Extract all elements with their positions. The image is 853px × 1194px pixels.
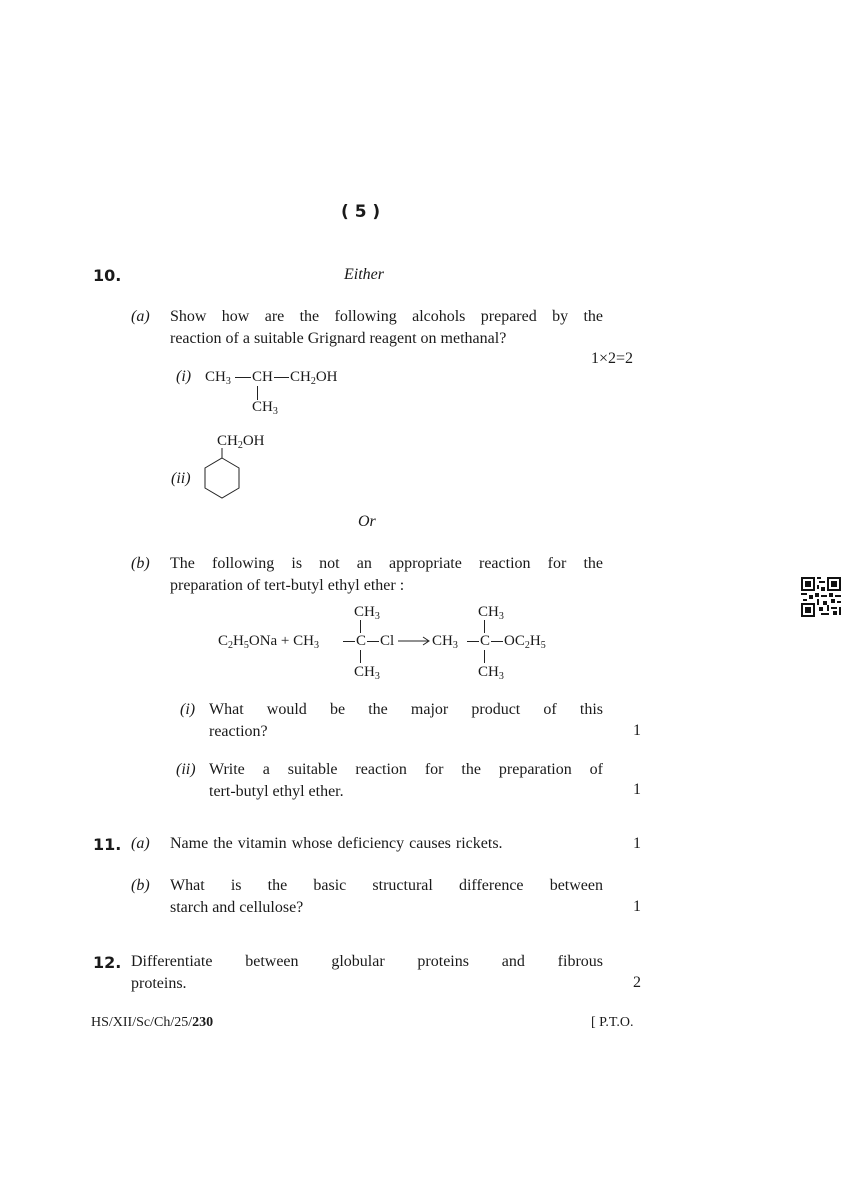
reaction-bottom-methyl-left: $CH_3$ [354,664,380,682]
reaction-bond-down-left [360,650,361,663]
q10a-text [170,306,603,350]
q10a-i-branch: $CH_3$ [252,399,278,417]
reaction-carbon-right: C [480,633,491,649]
reaction-halide: Cl [380,633,395,649]
reaction-top-methyl-left: $CH_3$ [354,604,380,622]
q10b-ii-text-line2: tert-butyl ethyl ether. [209,783,344,800]
q11a-text: Name the vitamin whose deficiency causes rickets. [170,835,503,852]
reaction-product-left: $CH_3$ [432,633,458,651]
q10a-ii-label: (ii) [171,470,191,487]
q10a-i-bond-vertical [257,386,258,400]
q10b-i-text-line2: reaction? [209,723,268,740]
reaction-arrow [398,636,432,646]
reaction-bond-2 [367,641,379,642]
q11b-marks: 1 [633,898,641,915]
q10a-text-line1: Show how are the following alcohols prepared by the [170,308,603,325]
page-number: ( 5 ) [341,202,381,222]
q11b-text [170,875,603,919]
q10a-i-main-left: $CH_3$ [205,369,231,387]
q10a-marks: 1×2=2 [591,350,634,367]
cyclohexane-ring [203,447,243,505]
reaction-carbon-left: C [356,633,367,649]
reaction-product-right: $OC_2H_5$ [504,633,546,651]
q11b-text-line2: starch and cellulose? [170,899,304,916]
reaction-reactant: $C_2H_5ONa + CH_3$ [218,633,319,651]
reaction-bond-3 [467,641,479,642]
q12-text-line1: Differentiate between globular proteins and fibrous [131,953,603,970]
reaction-bond-4 [491,641,503,642]
q10b-text-line2: preparation of tert-butyl ethyl ether : [170,577,405,594]
q10a-i-bond-1 [235,377,251,378]
q10-or: Or [358,513,376,530]
q10a-i-label: (i) [176,368,192,385]
q12-number: 12. [93,953,122,972]
q10a-i-bond-2 [274,377,289,378]
q10b-i-marks: 1 [633,722,641,739]
q10b-label: (b) [131,555,150,572]
q10a-text-line2: reaction of a suitable Grignard reagent on methanal? [170,330,507,347]
q10b-ii-text [209,759,603,803]
reaction-bond-down-right [484,650,485,663]
q11-number: 11. [93,835,122,854]
q10b-i-text-line1: What would be the major product of this [209,701,603,718]
reaction-top-methyl-right: $CH_3$ [478,604,504,622]
q12-text [131,951,603,995]
q10b-i-label: (i) [180,701,196,718]
paper-code: HS/XII/Sc/Ch/25/230 [91,1015,214,1030]
q10b-text-line1: The following is not an appropriate reaction for the [170,555,603,572]
pto-label: [ P.T.O. [591,1015,634,1030]
q11b-text-line1: What is the basic structural difference between [170,877,603,894]
q10b-ii-text-line1: Write a suitable reaction for the preparation of [209,761,603,778]
q10b-i-text [209,699,603,743]
q10a-i-main-right: $CH_2OH$ [290,369,338,387]
q10-number: 10. [93,266,122,285]
q10b-ii-marks: 1 [633,781,641,798]
q10a-ii-substituent: $CH_2OH$ [217,433,265,451]
q10a-i-main-mid: CH [252,369,273,385]
q11a-marks: 1 [633,835,641,852]
q12-marks: 2 [633,974,641,991]
reaction-bond-up-left [360,620,361,633]
q12-text-line2: proteins. [131,975,187,992]
q11b-label: (b) [131,877,150,894]
reaction-bond-up-right [484,620,485,633]
reaction-bond-1 [343,641,355,642]
q10-either: Either [344,266,384,283]
qr-code [801,577,841,617]
reaction-bottom-methyl-right: $CH_3$ [478,664,504,682]
q10b-ii-label: (ii) [176,761,196,778]
q10a-label: (a) [131,308,150,325]
q11a-label: (a) [131,835,150,852]
q10b-text [170,553,603,597]
